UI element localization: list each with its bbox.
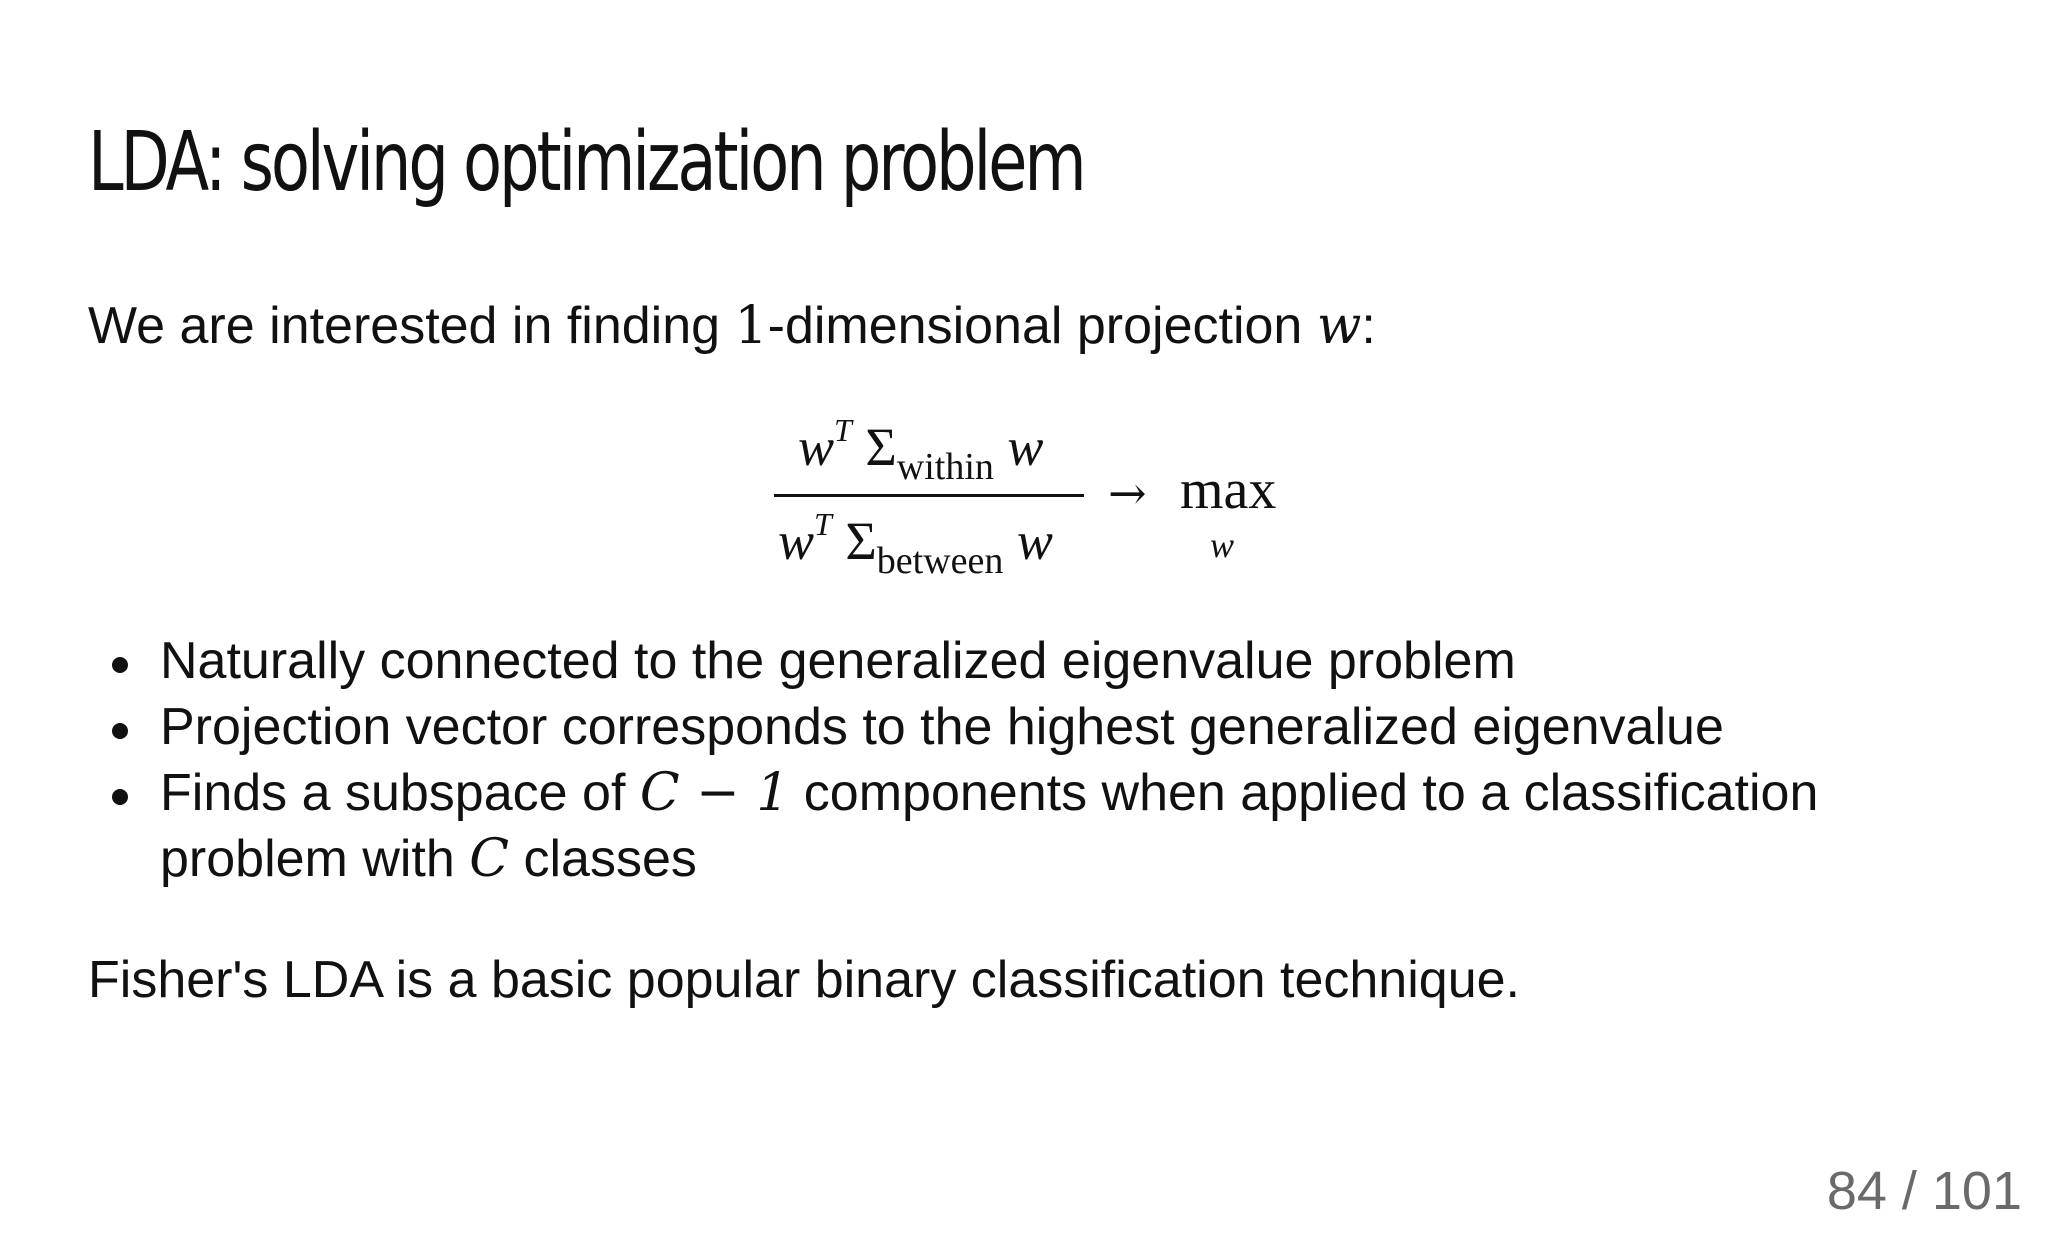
- bullet-line2-suffix: classes: [509, 830, 697, 888]
- lda-objective-formula: [774, 412, 1304, 580]
- max-operator: max: [1180, 459, 1277, 521]
- slide-title: LDA: solving optimization problem: [88, 115, 1084, 210]
- bullet-math-expression: C − 1: [639, 763, 790, 823]
- bullet-prefix: Finds a subspace of: [160, 764, 640, 822]
- intro-sentence: [88, 296, 1376, 356]
- bullet-line-1: [160, 760, 1818, 826]
- bullet-item: [108, 760, 1818, 892]
- denominator-transpose: T: [814, 506, 832, 542]
- objective-fraction: [774, 412, 1084, 580]
- intro-prefix: We are interested in finding: [88, 297, 735, 355]
- denominator-subscript: between: [876, 540, 1004, 582]
- fraction-denominator: [778, 508, 1053, 580]
- bullet-text: Projection vector corresponds to the highest generalized eigenvalue: [160, 698, 1724, 756]
- fraction-numerator: [798, 414, 1043, 486]
- numerator-w-left: w: [798, 417, 835, 477]
- intro-math-one: 1: [734, 296, 768, 356]
- intro-math-w: w: [1316, 296, 1362, 356]
- page-number: 84 / 101: [1826, 1161, 2022, 1221]
- numerator-sigma: Σ: [865, 417, 897, 477]
- bullet-line-2: [160, 826, 1818, 892]
- intro-suffix: :: [1361, 297, 1376, 355]
- bullet-list: [108, 628, 1818, 892]
- bullet-text: Naturally connected to the generalized eigenvalue problem: [160, 632, 1516, 690]
- bullet-line2-prefix: problem with: [160, 830, 470, 888]
- denominator-sigma: Σ: [845, 511, 877, 571]
- arrow-symbol: →: [1108, 466, 1147, 520]
- numerator-subscript: within: [896, 446, 994, 488]
- bullet-item: [108, 628, 1818, 694]
- bullet-dot-icon: [112, 789, 128, 805]
- bullet-dot-icon: [112, 723, 128, 739]
- numerator-transpose: T: [834, 412, 852, 448]
- bullet-math-c: C: [469, 829, 510, 889]
- outro-sentence: Fisher's LDA is a basic popular binary classification technique.: [88, 951, 1520, 1009]
- bullet-item: [108, 694, 1818, 760]
- intro-middle: -dimensional projection: [767, 297, 1317, 355]
- bullet-middle: components when applied to a classification: [789, 764, 1819, 822]
- numerator-w-right: w: [1007, 417, 1044, 477]
- denominator-w-right: w: [1016, 511, 1053, 571]
- fraction-bar: [774, 494, 1084, 497]
- max-operator-subscript: w: [1210, 525, 1235, 565]
- bullet-dot-icon: [112, 657, 128, 673]
- denominator-w-left: w: [778, 511, 815, 571]
